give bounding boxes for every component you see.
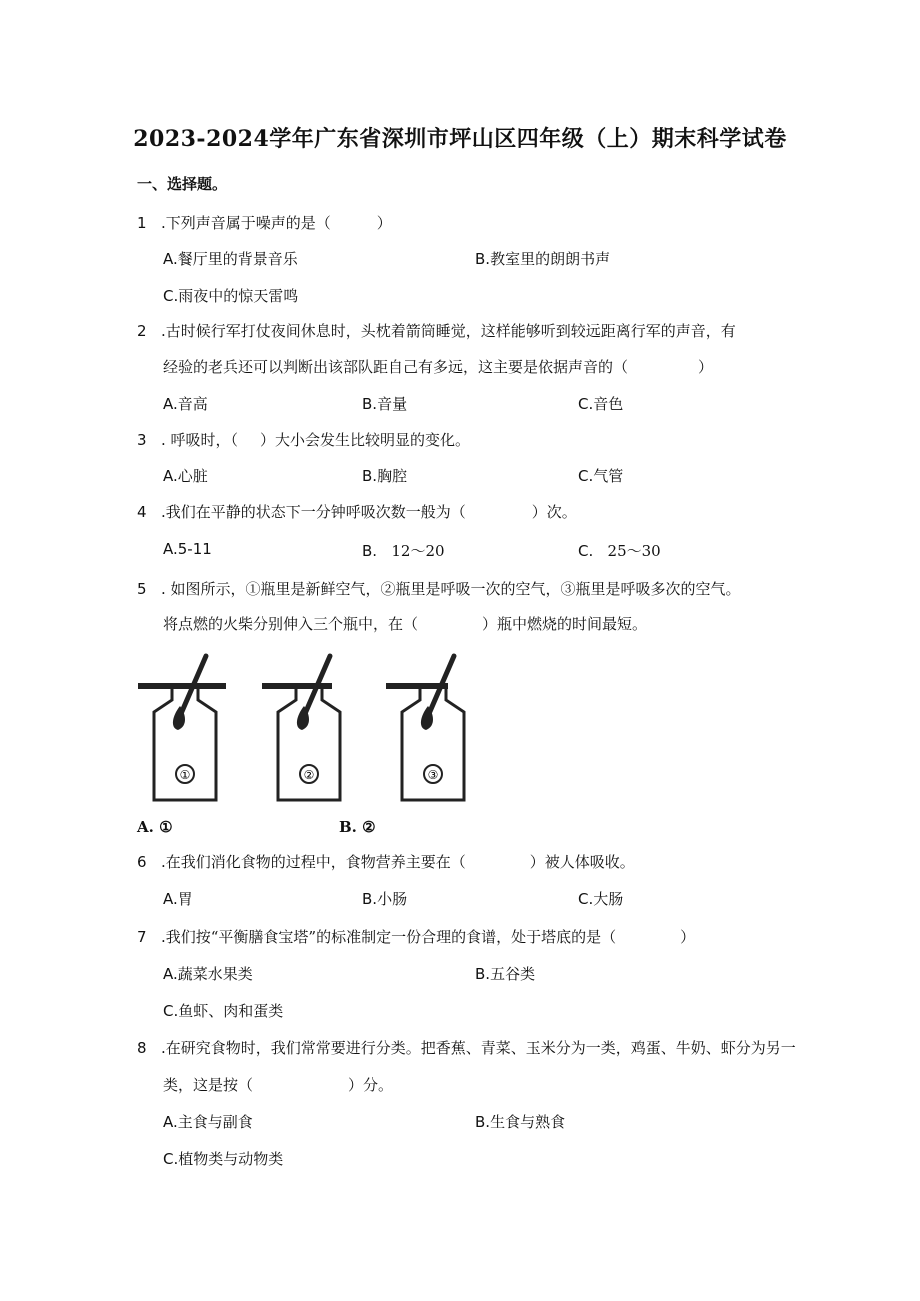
question-5: 5 . 如图所示，①瓶里是新鲜空气，②瓶里是呼吸一次的空气，③瓶里是呼吸多次的空气。 — [137, 580, 741, 598]
bottle-label-1: ① — [179, 768, 191, 782]
bottle-figure — [134, 650, 474, 810]
q1-option-b[interactable]: B.教室里的朗朗书声 — [475, 250, 611, 268]
q2-option-b[interactable]: B.音量 — [362, 395, 408, 413]
q5-option-b[interactable]: B. ② — [339, 818, 376, 836]
q1-option-c[interactable]: C.雨夜中的惊天雷鸣 — [163, 287, 299, 305]
exam-title: 2023-2024学年广东省深圳市坪山区四年级（上）期末科学试卷 — [133, 126, 787, 152]
q3-option-b[interactable]: B.胸腔 — [362, 467, 408, 485]
q1-option-a[interactable]: A.餐厅里的背景音乐 — [163, 250, 298, 268]
bottle-1 — [138, 656, 226, 800]
q6-option-a[interactable]: A.胃 — [163, 890, 193, 908]
q8-option-a[interactable]: A.主食与副食 — [163, 1113, 253, 1131]
q2-option-a[interactable]: A.音高 — [163, 395, 208, 413]
q4-option-c[interactable]: C. 25～30 — [578, 542, 661, 560]
q6-option-c[interactable]: C.大肠 — [578, 890, 624, 908]
bottle-label-3: ③ — [427, 768, 439, 782]
q3-option-c[interactable]: C.气管 — [578, 467, 624, 485]
q2-option-c[interactable]: C.音色 — [578, 395, 624, 413]
q3-option-a[interactable]: A.心脏 — [163, 467, 208, 485]
question-7: 7 .我们按“平衡膳食宝塔”的标准制定一份合理的食谱，处于塔底的是（ ） — [137, 928, 696, 946]
q4-option-a[interactable]: A.5-11 — [163, 540, 212, 558]
q7-option-a[interactable]: A.蔬菜水果类 — [163, 965, 253, 983]
q7-option-b[interactable]: B.五谷类 — [475, 965, 536, 983]
question-2-continued: 经验的老兵还可以判断出该部队距自己有多远，这主要是依据声音的（ ） — [163, 358, 714, 376]
bottle-label-2: ② — [303, 768, 315, 782]
question-5-continued: 将点燃的火柴分别伸入三个瓶中，在（ ）瓶中燃烧的时间最短。 — [163, 615, 648, 633]
q6-option-b[interactable]: B.小肠 — [362, 890, 408, 908]
q8-option-b[interactable]: B.生食与熟食 — [475, 1113, 566, 1131]
question-4: 4 .我们在平静的状态下一分钟呼吸次数一般为（ ）次。 — [137, 503, 577, 521]
question-6: 6 .在我们消化食物的过程中，食物营养主要在（ ）被人体吸收。 — [137, 853, 635, 871]
question-number: 1 — [137, 214, 147, 232]
bottle-3 — [386, 656, 464, 800]
q8-option-c[interactable]: C.植物类与动物类 — [163, 1150, 284, 1168]
q4-option-b[interactable]: B. 12～20 — [362, 542, 445, 560]
question-2: 2 .古时候行军打仗夜间休息时，头枕着箭筒睡觉，这样能够听到较远距离行军的声音，有 — [137, 322, 736, 340]
q5-option-a[interactable]: A. ① — [137, 818, 173, 836]
bottle-2 — [262, 656, 340, 800]
question-close: ） — [376, 214, 392, 232]
section-heading: 一、选择题。 — [137, 175, 228, 193]
q7-option-c[interactable]: C.鱼虾、肉和蛋类 — [163, 1002, 284, 1020]
question-1 — [137, 212, 392, 233]
question-8: 8 .在研究食物时，我们常常要进行分类。把香蕉、青菜、玉米分为一类，鸡蛋、牛奶、虾分为另一 — [137, 1039, 796, 1057]
question-8-continued: 类，这是按（ ）分。 — [163, 1076, 394, 1094]
question-stem: .下列声音属于噪声的是（ — [161, 214, 331, 232]
question-3: 3 . 呼吸时，（ ）大小会发生比较明显的变化。 — [137, 431, 471, 449]
